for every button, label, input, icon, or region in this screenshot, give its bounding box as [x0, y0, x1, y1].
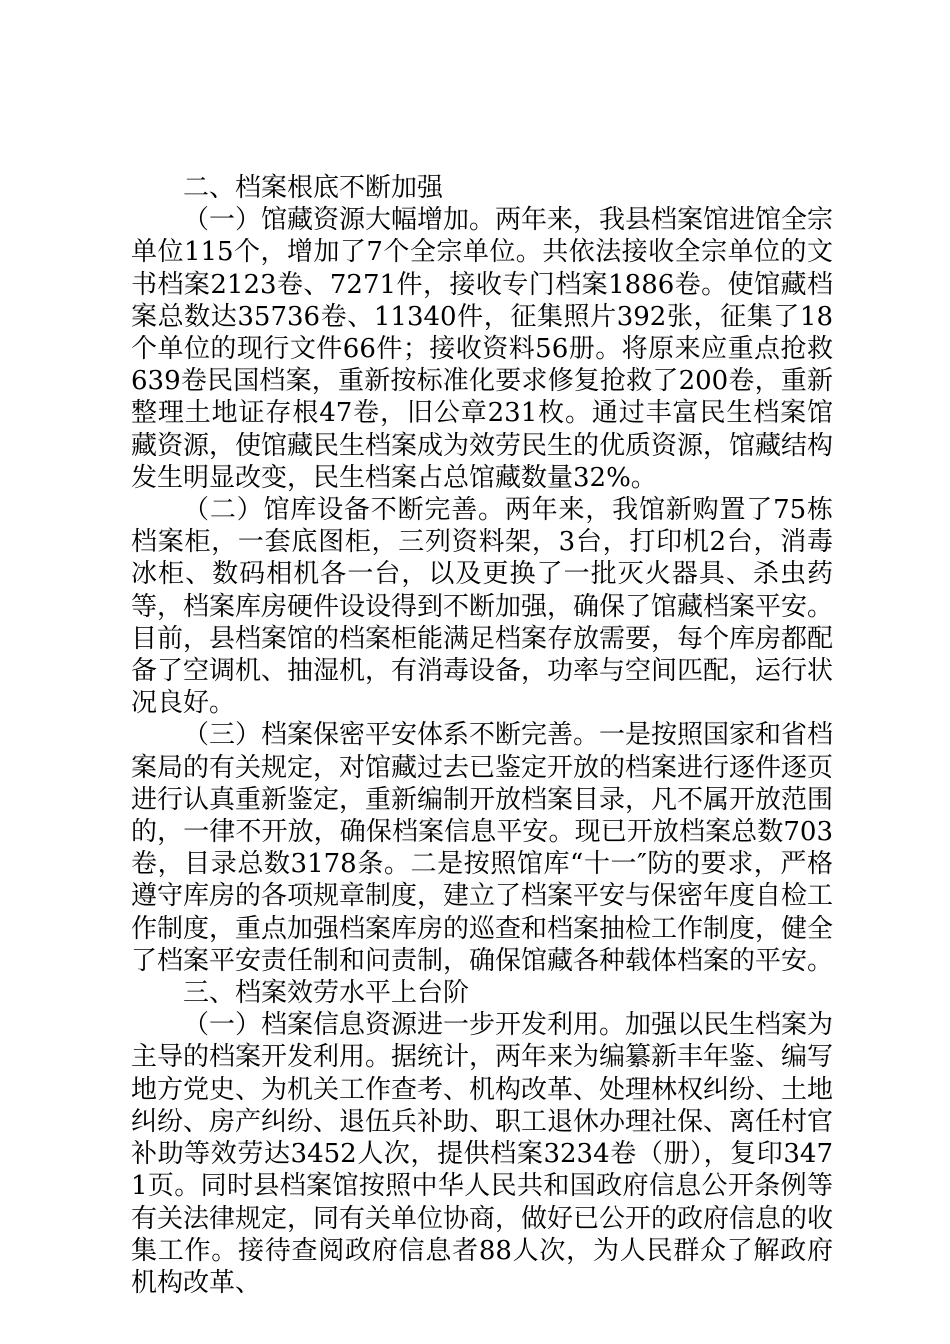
section-heading-2: 二、档案根底不断加强 [183, 173, 444, 203]
paragraph-information-utilization: （一）档案信息资源进一步开发利用。加强以民生档案为主导的档案开发利用。据统计，两年来为编纂新丰年鉴、编写地方党史、为机关工作查考、机构改革、处理林权纠纷、土地纠纷、房产纠纷、退伍兵补助、职工退休办理社保、离任村官补助等效劳达3452人次，提供档案3234卷（册），复印3471页。同时县档案馆按照中华人民共和国政府信息公开条例等有关法律规定，同有关单位协商，做好已公开的政府信息的收集工作。接待查阅政府信息者88人次，为人民群众了解政府机构改革、 [131, 1010, 834, 1298]
paragraph-security-system: （三）档案保密平安体系不断完善。一是按照国家和省档案局的有关规定，对馆藏过去已鉴定开放的档案进行逐件逐页进行认真重新鉴定，重新编制开放档案目录，凡不属开放范围的，一律不开放，确保档案信息平安。现已开放档案总数703卷，目录总数3178条。二是按照馆库“十一″防的要求，严格遵守库房的各项规章制度，建立了档案平安与保密年度自检工作制度，重点加强档案库房的巡查和档案抽检工作制度，健全了档案平安责任制和问责制，确保馆藏各种载体档案的平安。 [131, 720, 834, 976]
paragraph-collection-resources: （一）馆藏资源大幅增加。两年来，我县档案馆进馆全宗单位115个，增加了7个全宗单位。共依法接收全宗单位的文书档案2123卷、7271件，接收专门档案1886卷。使馆藏档案总数达35736卷、11340件，征集照片392张，征集了18个单位的现行文件66件；接收资料56册。将原来应重点抢救639卷民国档案，重新按标准化要求修复抢救了200卷，重新整理土地证存根47卷，旧公章231枚。通过丰富民生档案馆藏资源，使馆藏民生档案成为效劳民生的优质资源，馆藏结构发生明显改变，民生档案占总馆藏数量32%。 [131, 205, 834, 493]
paragraph-storage-equipment: （二）馆库设备不断完善。两年来，我馆新购置了75栋档案柜，一套底图柜，三列资料架，3台，打印机2台，消毒冰柜、数码相机各一台，以及更换了一批灭火器具、杀虫药等，档案库房硬件设设得到不断加强，确保了馆藏档案平安。目前，县档案馆的档案柜能满足档案存放需要，每个库房都配备了空调机、抽湿机，有消毒设备，功率与空间匹配，运行状况良好。 [131, 495, 834, 719]
document-body [131, 172, 833, 1299]
section-heading-3: 三、档案效劳水平上台阶 [183, 978, 470, 1009]
